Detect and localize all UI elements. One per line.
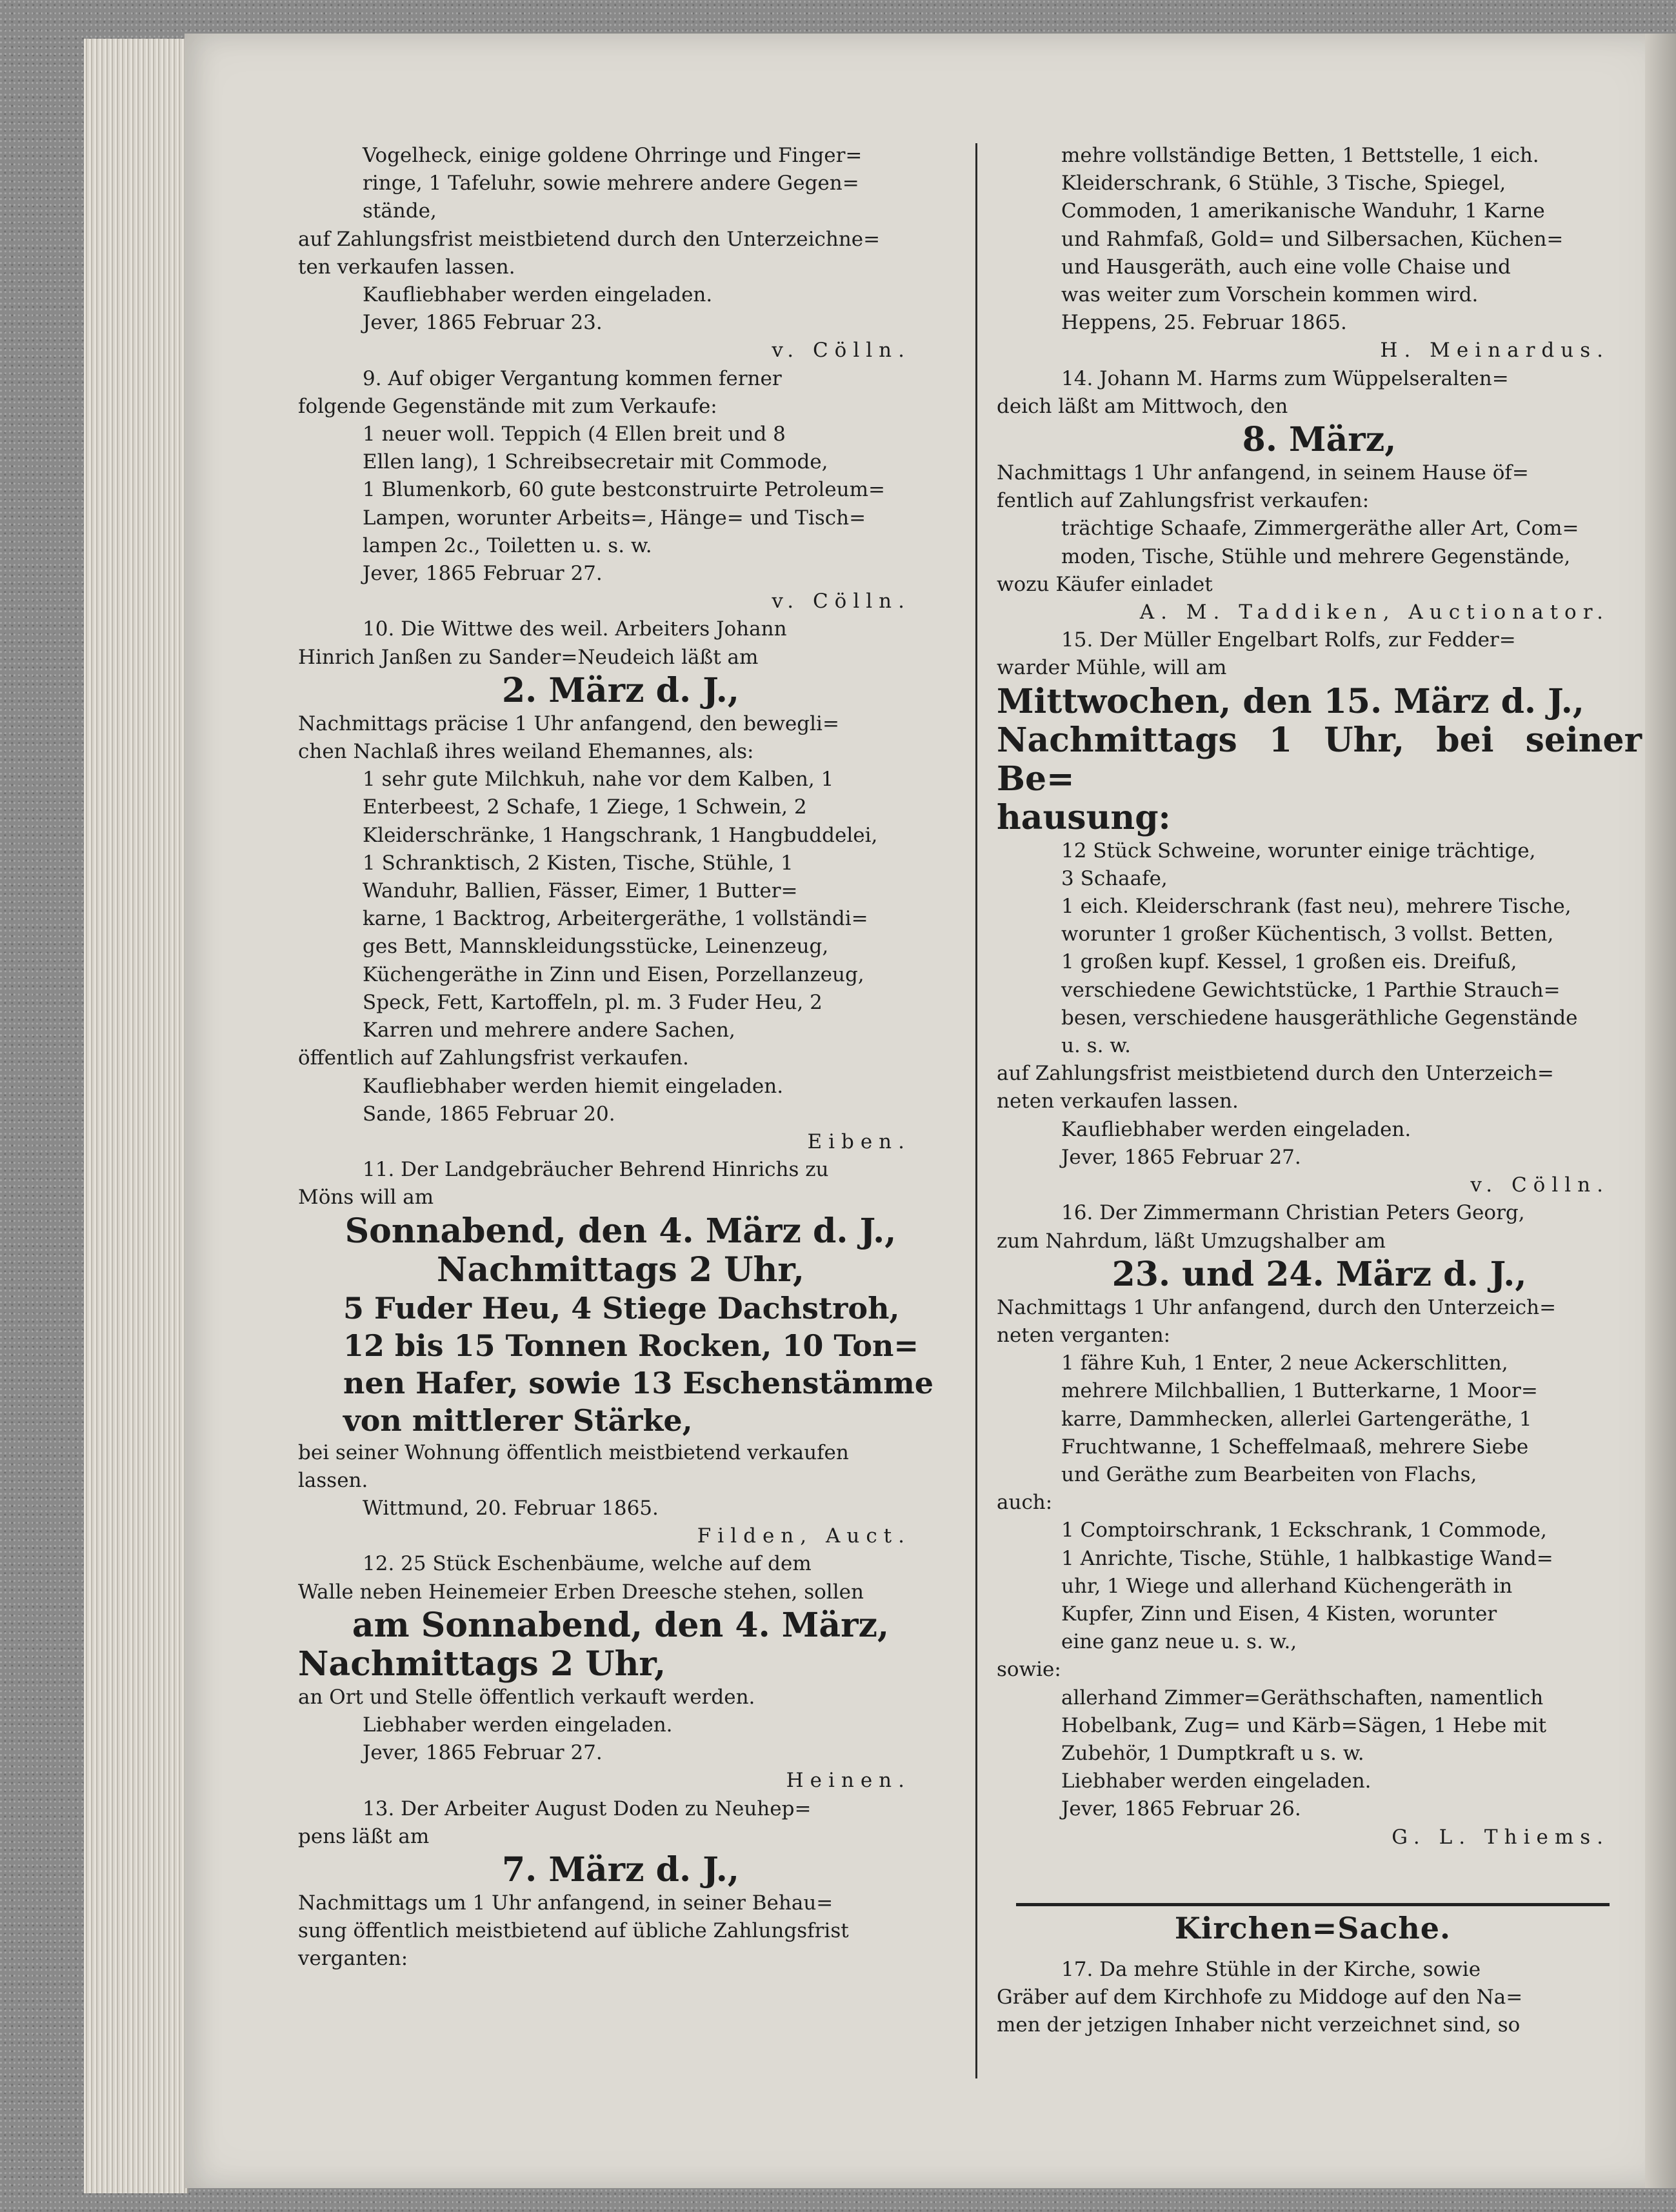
text-line: Speck, Fett, Kartoffeln, pl. m. 3 Fuder Heu, 2 bbox=[363, 990, 823, 1014]
text-line: lampen 2c., Toiletten u. s. w. bbox=[363, 533, 652, 557]
text-line: 1 Anrichte, Tische, Stühle, 1 halbkastige Wand= bbox=[1061, 1546, 1553, 1570]
text-line: Kaufliebhaber werden eingeladen. bbox=[1061, 1117, 1412, 1141]
text-line: H. Meinardus. bbox=[1380, 339, 1610, 363]
text-line: mehre vollständige Betten, 1 Bettstelle, 1 eich. bbox=[1061, 144, 1539, 167]
text-line: 1 Blumenkorb, 60 gute bestconstruirte Petroleum= bbox=[363, 478, 885, 502]
text-line: Gräber auf dem Kirchhofe zu Middoge auf den Na= bbox=[997, 1986, 1523, 2009]
text-line: v. Cölln. bbox=[1470, 1173, 1610, 1197]
text-line: 12 Stück Schweine, worunter einige trächtige, bbox=[1061, 839, 1536, 862]
text-line: Wittmund, 20. Februar 1865. bbox=[363, 1496, 659, 1520]
text-line: 1 sehr gute Milchkuh, nahe vor dem Kalben, 1 bbox=[363, 768, 834, 792]
left-column bbox=[298, 142, 943, 1973]
text-line: Nachmittags 1 Uhr anfangend, in seinem Hause öf= bbox=[997, 461, 1529, 485]
text-line: Kaufliebhaber werden eingeladen. bbox=[363, 283, 713, 307]
section-title: Kirchen=Sache. bbox=[1174, 1911, 1452, 1946]
text-line: Kaufliebhaber werden hiemit eingeladen. bbox=[363, 1074, 784, 1098]
text-line: 10. Die Wittwe des weil. Arbeiters Johann bbox=[363, 617, 787, 641]
text-line: Nachmittags 2 Uhr, bbox=[436, 1250, 805, 1290]
text-line: 14. Johann M. Harms zum Wüppelseralten= bbox=[1061, 366, 1509, 390]
text-line: sung öffentlich meistbietend auf übliche Zahlungsfrist bbox=[298, 1919, 849, 1943]
column-divider bbox=[975, 143, 977, 2078]
text-line: 5 Fuder Heu, 4 Stiege Dachstroh, bbox=[343, 1290, 900, 1326]
text-line: A. M. Taddiken, Auctionator. bbox=[1139, 601, 1610, 624]
text-line: moden, Tische, Stühle und mehrere Gegenstände, bbox=[1061, 544, 1571, 568]
text-line: 1 Schranktisch, 2 Kisten, Tische, Stühle, 1 bbox=[363, 851, 793, 875]
text-line: Möns will am bbox=[298, 1186, 434, 1210]
text-line: ges Bett, Mannskleidungsstücke, Leinenzeug, bbox=[363, 935, 829, 959]
text-line: verganten: bbox=[298, 1947, 408, 1971]
text-line: was weiter zum Vorschein kommen wird. bbox=[1061, 283, 1479, 307]
text-line: Hinrich Janßen zu Sander=Neudeich läßt am bbox=[298, 645, 759, 669]
right-column bbox=[997, 142, 1642, 1851]
section-body bbox=[997, 1956, 1616, 2040]
text-line: Sonnabend, den 4. März d. J., bbox=[344, 1211, 897, 1251]
text-line: verschiedene Gewichtstücke, 1 Parthie Strauch= bbox=[1061, 978, 1561, 1002]
text-line: Hobelbank, Zug= und Kärb=Sägen, 1 Hebe mit bbox=[1061, 1713, 1547, 1737]
text-line: Walle neben Heinemeier Erben Dreesche stehen, sollen bbox=[298, 1580, 864, 1604]
text-line: Nachmittags 2 Uhr, bbox=[298, 1644, 666, 1684]
text-line: Filden, Auct. bbox=[697, 1524, 911, 1548]
text-line: Nachmittags 1 Uhr, bei seiner Be= bbox=[997, 720, 1642, 799]
text-line: auf Zahlungsfrist meistbietend durch den Unterzeich= bbox=[997, 1062, 1554, 1086]
text-line: auf Zahlungsfrist meistbietend durch den Unterzeichne= bbox=[298, 227, 881, 251]
text-line: warder Mühle, will am bbox=[997, 656, 1227, 680]
section-rule bbox=[1016, 1903, 1610, 1906]
text-line: karre, Dammhecken, allerlei Gartengeräthe, 1 bbox=[1061, 1407, 1532, 1431]
text-line: Heinen. bbox=[786, 1769, 911, 1793]
text-line: Liebhaber werden eingeladen. bbox=[363, 1713, 673, 1737]
next-page-edge bbox=[1645, 34, 1676, 2188]
text-line: auch: bbox=[997, 1491, 1053, 1515]
text-line: G. L. Thiems. bbox=[1392, 1825, 1610, 1849]
text-line: mehrere Milchballien, 1 Butterkarne, 1 Moor= bbox=[1061, 1379, 1538, 1403]
text-line: 12. 25 Stück Eschenbäume, welche auf dem bbox=[363, 1552, 812, 1576]
text-line: Enterbeest, 2 Schafe, 1 Ziege, 1 Schwein, 2 bbox=[363, 795, 807, 819]
text-line: Kleiderschrank, 6 Stühle, 3 Tische, Spiegel, bbox=[1061, 172, 1506, 195]
text-line: Jever, 1865 Februar 27. bbox=[363, 562, 603, 586]
text-line: am Sonnabend, den 4. März, bbox=[352, 1605, 890, 1645]
text-line: uhr, 1 Wiege und allerhand Küchengeräth in bbox=[1061, 1574, 1513, 1598]
text-line: 9. Auf obiger Vergantung kommen ferner bbox=[363, 366, 782, 390]
text-line: Kleiderschränke, 1 Hangschrank, 1 Hangbuddelei, bbox=[363, 823, 878, 847]
text-line: Liebhaber werden eingeladen. bbox=[1061, 1769, 1372, 1793]
text-line: chen Nachlaß ihres weiland Ehemannes, als: bbox=[298, 740, 754, 764]
text-line: Eiben. bbox=[807, 1130, 911, 1153]
text-line: Heppens, 25. Februar 1865. bbox=[1061, 311, 1347, 335]
text-line: Vogelheck, einige goldene Ohrringe und Finger= bbox=[363, 144, 863, 167]
text-line: 2. März d. J., bbox=[501, 670, 739, 710]
text-line: 1 großen kupf. Kessel, 1 großen eis. Dreifuß, bbox=[1061, 950, 1517, 974]
text-line: v. Cölln. bbox=[772, 590, 911, 613]
text-line: von mittlerer Stärke, bbox=[343, 1402, 693, 1438]
text-line: 23. und 24. März d. J., bbox=[1112, 1254, 1527, 1294]
text-line: 1 Comptoirschrank, 1 Eckschrank, 1 Commode, bbox=[1061, 1519, 1547, 1542]
text-line: 15. Der Müller Engelbart Rolfs, zur Fedder= bbox=[1061, 628, 1516, 652]
text-line: zum Nahrdum, läßt Umzugshalber am bbox=[997, 1229, 1386, 1253]
text-line: stände, bbox=[363, 199, 437, 223]
text-line: Kupfer, Zinn und Eisen, 4 Kisten, worunter bbox=[1061, 1602, 1497, 1626]
text-line: trächtige Schaafe, Zimmergeräthe aller Art, Com= bbox=[1061, 517, 1579, 541]
text-line: fentlich auf Zahlungsfrist verkaufen: bbox=[997, 489, 1370, 513]
text-line: Jever, 1865 Februar 27. bbox=[363, 1741, 603, 1765]
text-line: deich läßt am Mittwoch, den bbox=[997, 394, 1288, 418]
text-line: v. Cölln. bbox=[772, 339, 911, 363]
text-line: an Ort und Stelle öffentlich verkauft werden. bbox=[298, 1685, 755, 1709]
text-line: 13. Der Arbeiter August Doden zu Neuhep= bbox=[363, 1797, 812, 1820]
text-line: hausung: bbox=[997, 797, 1171, 837]
text-line: Jever, 1865 Februar 26. bbox=[1061, 1797, 1301, 1821]
text-line: besen, verschiedene hausgeräthliche Gegenstände bbox=[1061, 1006, 1578, 1030]
text-line: 16. Der Zimmermann Christian Peters Georg, bbox=[1061, 1201, 1525, 1225]
text-line: ringe, 1 Tafeluhr, sowie mehrere andere Gegen= bbox=[363, 172, 859, 195]
text-line: Karren und mehrere andere Sachen, bbox=[363, 1019, 735, 1042]
text-line: Ellen lang), 1 Schreibsecretair mit Commode, bbox=[363, 450, 828, 474]
text-line: 7. März d. J., bbox=[501, 1849, 739, 1889]
text-line: Nachmittags um 1 Uhr anfangend, in seiner Behau= bbox=[298, 1891, 833, 1915]
text-line: Jever, 1865 Februar 27. bbox=[1061, 1145, 1301, 1169]
text-line: neten verganten: bbox=[997, 1323, 1171, 1347]
text-line: 1 neuer woll. Teppich (4 Ellen breit und 8 bbox=[363, 423, 786, 446]
text-line: nen Hafer, sowie 13 Eschenstämme bbox=[343, 1365, 934, 1400]
text-line: Nachmittags 1 Uhr anfangend, durch den Unterzeich= bbox=[997, 1295, 1557, 1319]
text-line: Küchengeräthe in Zinn und Eisen, Porzellanzeug, bbox=[363, 962, 864, 986]
text-line: und Hausgeräth, auch eine volle Chaise und bbox=[1061, 255, 1511, 279]
text-line: Sande, 1865 Februar 20. bbox=[363, 1102, 615, 1126]
page-edges bbox=[84, 39, 188, 2193]
text-line: Fruchtwanne, 1 Scheffelmaaß, mehrere Siebe bbox=[1061, 1435, 1529, 1459]
text-line: 17. Da mehre Stühle in der Kirche, sowie bbox=[1061, 1958, 1481, 1981]
text-line: 1 fähre Kuh, 1 Enter, 2 neue Ackerschlitten, bbox=[1061, 1351, 1508, 1375]
text-line: lassen. bbox=[298, 1468, 368, 1492]
text-line: eine ganz neue u. s. w., bbox=[1061, 1630, 1297, 1654]
text-line: folgende Gegenstände mit zum Verkaufe: bbox=[298, 394, 717, 418]
text-line: und Rahmfaß, Gold= und Silbersachen, Küchen= bbox=[1061, 227, 1564, 251]
text-line: worunter 1 großer Küchentisch, 3 vollst. Betten, bbox=[1061, 922, 1554, 946]
text-line: u. s. w. bbox=[1061, 1034, 1132, 1058]
text-line: Zubehör, 1 Dumptkraft u s. w. bbox=[1061, 1741, 1364, 1765]
text-line: neten verkaufen lassen. bbox=[997, 1090, 1239, 1113]
text-line: 11. Der Landgebräucher Behrend Hinrichs zu bbox=[363, 1158, 829, 1182]
text-line: Commoden, 1 amerikanische Wanduhr, 1 Karne bbox=[1061, 199, 1545, 223]
text-line: 3 Schaafe, bbox=[1061, 866, 1168, 890]
text-line: Lampen, worunter Arbeits=, Hänge= und Tisch= bbox=[363, 506, 866, 530]
text-line: allerhand Zimmer=Geräthschaften, namentlich bbox=[1061, 1686, 1544, 1709]
text-line: Wanduhr, Ballien, Fässer, Eimer, 1 Butter= bbox=[363, 879, 798, 903]
text-line: ten verkaufen lassen. bbox=[298, 255, 515, 279]
text-line: bei seiner Wohnung öffentlich meistbietend verkaufen bbox=[298, 1440, 849, 1464]
text-line: und Geräthe zum Bearbeiten von Flachs, bbox=[1061, 1462, 1477, 1486]
text-line: öffentlich auf Zahlungsfrist verkaufen. bbox=[298, 1046, 689, 1070]
text-line: pens läßt am bbox=[298, 1824, 430, 1848]
text-line: sowie: bbox=[997, 1658, 1061, 1682]
text-line: Nachmittags präcise 1 Uhr anfangend, den bewegli= bbox=[298, 712, 839, 735]
text-line: Mittwochen, den 15. März d. J., bbox=[997, 681, 1584, 721]
text-line: karne, 1 Backtrog, Arbeitergeräthe, 1 vollständi= bbox=[363, 907, 868, 931]
text-line: 8. März, bbox=[1242, 420, 1397, 460]
text-line: 1 eich. Kleiderschrank (fast neu), mehrere Tische, bbox=[1061, 895, 1571, 919]
text-line: men der jetzigen Inhaber nicht verzeichnet sind, so bbox=[997, 2013, 1521, 2037]
text-line: 12 bis 15 Tonnen Rocken, 10 Ton= bbox=[343, 1328, 919, 1363]
text-line: wozu Käufer einladet bbox=[997, 572, 1213, 596]
text-line: Jever, 1865 Februar 23. bbox=[363, 311, 603, 335]
